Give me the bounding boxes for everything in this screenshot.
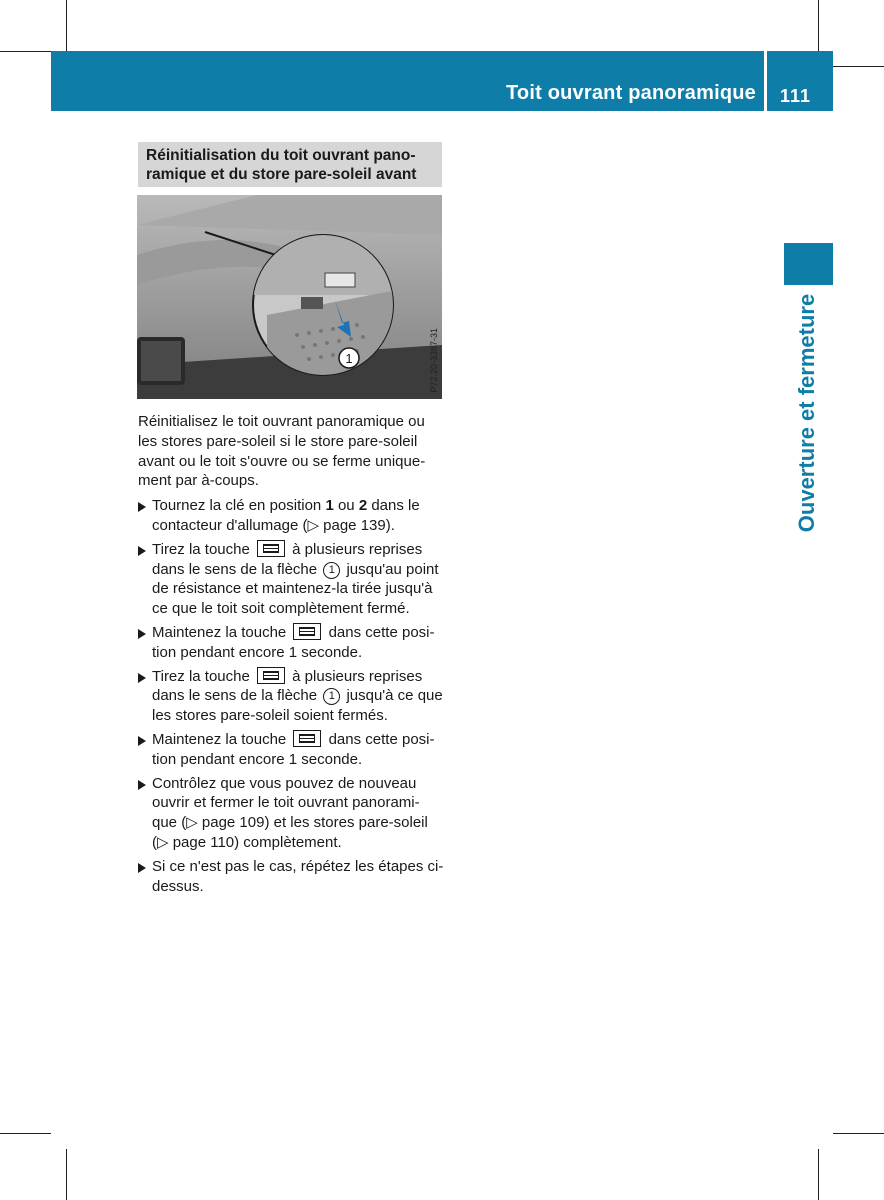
bullet-triangle-icon (138, 502, 146, 512)
sunblind-button-icon (257, 667, 285, 684)
step-text: dans le contacteur d'allumage (▷ page 139). (152, 497, 420, 534)
step-text: Maintenez la touche (152, 730, 291, 748)
page-title: Toit ouvrant panoramique (506, 82, 756, 104)
step-text: Contrôlez que vous pouvez de nouveau ouvrir et fermer le toit ouvrant panorami-que (▷ page 109) et les stores pare-soleil (▷ page 110) complètement. (152, 774, 428, 851)
crop-mark (818, 1149, 819, 1200)
roof-control-illustration (137, 195, 442, 399)
step-item (138, 496, 444, 536)
sunblind-button-icon (293, 730, 321, 747)
bullet-triangle-icon (138, 736, 146, 746)
step-text: à plusieurs reprises dans le sens de la flèche (152, 667, 423, 705)
figure-code: P72.20-3387-31 (429, 328, 439, 393)
bullet-triangle-icon (138, 863, 146, 873)
instructions (138, 412, 444, 900)
section-heading: Réinitialisation du toit ouvrant pano-ramique et du store pare-soleil avant (138, 142, 442, 187)
crop-mark (833, 66, 884, 67)
crop-mark (833, 1133, 884, 1134)
step-text: Si ce n'est pas le cas, répétez les étapes ci-dessus. (152, 857, 444, 895)
illustration-drawing (137, 195, 442, 399)
step-item (138, 857, 444, 897)
step-text: dans cette posi-tion pendant encore 1 seconde. (152, 730, 435, 768)
step-item (138, 730, 444, 770)
callout-number-icon: 1 (323, 688, 340, 705)
step-text: à plusieurs reprises dans le sens de la flèche (152, 540, 423, 578)
crop-mark (0, 51, 51, 52)
step-text: jusqu'à ce que les stores pare-soleil soient fermés. (152, 687, 443, 725)
step-text: 1 (325, 497, 334, 515)
crop-mark (66, 1149, 67, 1200)
step-text: Tirez la touche (152, 540, 254, 558)
step-text: jusqu'au point de résistance et maintenez-la tirée jusqu'à ce que le toit soit complètement fermé. (152, 560, 439, 618)
header-divider (764, 51, 767, 111)
chapter-tab (784, 243, 833, 285)
chapter-label: Ouverture et fermeture (794, 293, 819, 533)
step-text: dans cette posi-tion pendant encore 1 seconde. (152, 623, 435, 661)
sunblind-button-icon (293, 623, 321, 640)
crop-mark (818, 0, 819, 51)
step-item (138, 667, 444, 726)
sunblind-button-icon (257, 540, 285, 557)
bullet-triangle-icon (138, 546, 146, 556)
bullet-triangle-icon (138, 629, 146, 639)
callout-number-icon: 1 (323, 562, 340, 579)
intro-paragraph: Réinitialisez le toit ouvrant panoramique ou les stores pare-soleil si le store pare-soleil avant ou le toit s'ouvre ou se ferme unique-ment par à-coups. (138, 413, 426, 490)
step-text: Tournez la clé en position (152, 497, 326, 515)
step-text: Maintenez la touche (152, 623, 291, 641)
crop-mark (66, 0, 67, 51)
bullet-triangle-icon (138, 673, 146, 683)
step-item (138, 540, 444, 619)
bullet-triangle-icon (138, 780, 146, 790)
page-number: 111 (780, 86, 812, 106)
crop-mark (0, 1133, 51, 1134)
step-item (138, 623, 444, 663)
step-item (138, 774, 444, 853)
step-text: 2 (358, 497, 368, 515)
step-text: Tirez la touche (152, 667, 254, 685)
figure-callout-label: 1 (345, 351, 353, 366)
step-text: ou (333, 497, 359, 515)
